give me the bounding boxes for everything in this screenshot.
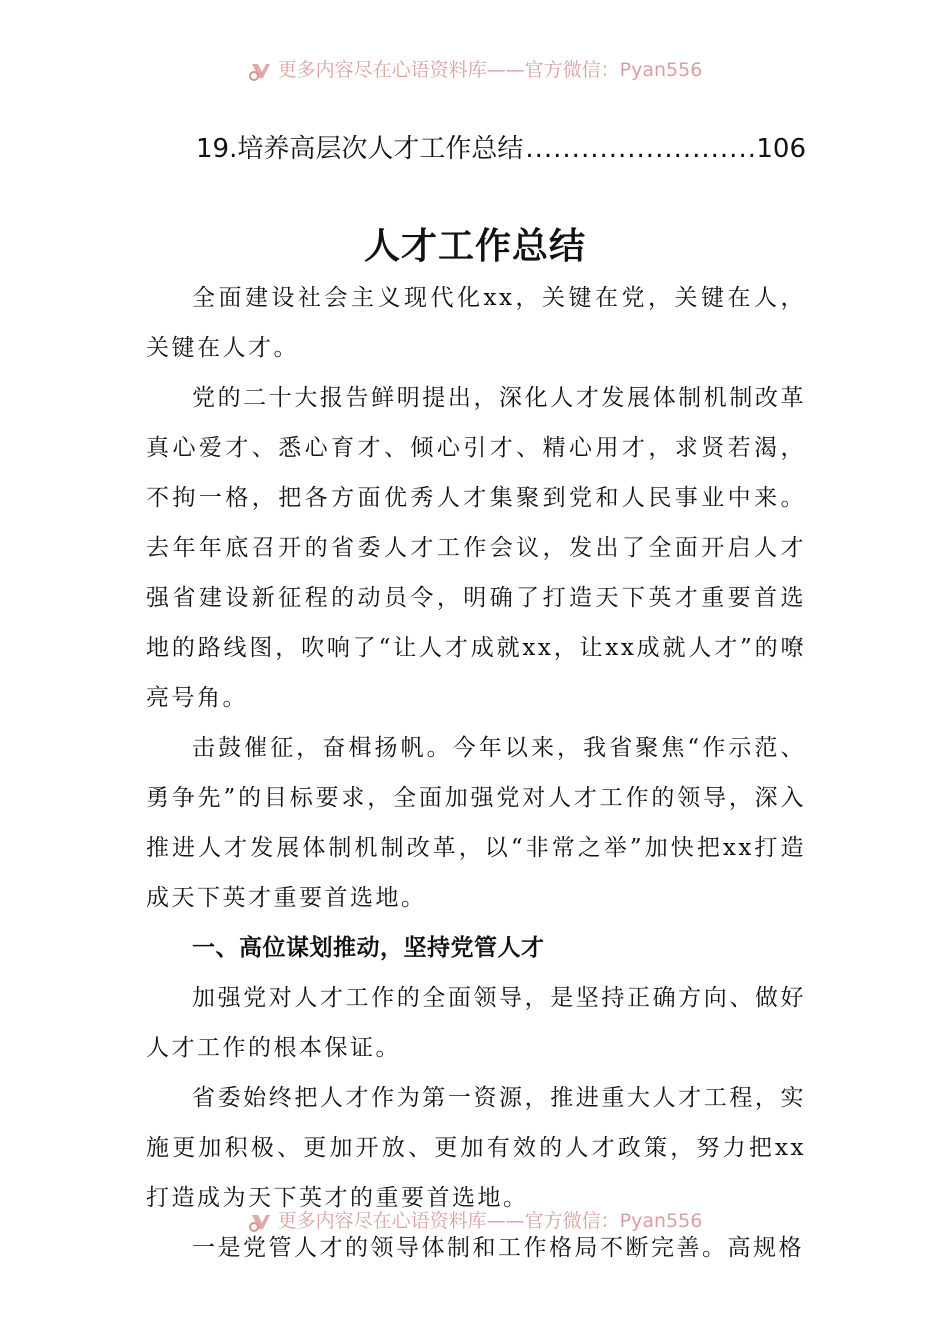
section-heading: 一、高位谋划推动，坚持党管人才 bbox=[192, 935, 545, 961]
paragraph: 全面建设社会主义现代化xx，关键在党，关键在人，关键在人才。 bbox=[146, 285, 806, 361]
watermark-footer bbox=[0, 1209, 950, 1233]
paragraph-continued: 一是党管人才的领导体制和工作格局不断完善。高规格 bbox=[192, 1235, 804, 1261]
watermark-text: 更多内容尽在心语资料库——官方微信：Pyan556 bbox=[277, 59, 703, 81]
toc-entry-page: 106 bbox=[756, 134, 806, 164]
paragraph: 省委始终把人才作为第一资源，推进重大人才工程，实施更加积极、更加开放、更加有效的人才政策，努力把xx打造成为天下英才的重要首选地。 bbox=[146, 1085, 806, 1211]
toc-leader-dots bbox=[525, 134, 754, 164]
watermark-text: 更多内容尽在心语资料库——官方微信：Pyan556 bbox=[277, 1210, 703, 1232]
toc-entry[interactable] bbox=[196, 128, 806, 165]
watermark-logo-icon bbox=[248, 1211, 272, 1233]
watermark-header bbox=[0, 58, 950, 82]
paragraph: 加强党对人才工作的全面领导，是坚持正确方向、做好人才工作的根本保证。 bbox=[146, 985, 806, 1061]
paragraph: 击鼓催征，奋楫扬帆。今年以来，我省聚焦“作示范、勇争先”的目标要求，全面加强党对人才工作的领导，深入推进人才发展体制机制改革，以“非常之举”加快把xx打造成天下英才重要首选地。 bbox=[146, 735, 806, 911]
watermark-logo-icon bbox=[248, 60, 272, 82]
document-title: 人才工作总结 bbox=[363, 225, 586, 267]
document-body bbox=[146, 273, 806, 1273]
toc-entry-title: 19.培养高层次人才工作总结 bbox=[196, 134, 524, 164]
paragraph: 党的二十大报告鲜明提出，深化人才发展体制机制改革真心爱才、悉心育才、倾心引才、精心用才，求贤若渴，不拘一格，把各方面优秀人才集聚到党和人民事业中来。去年年底召开的省委人才工作会议，发出了全面开启人才强省建设新征程的动员令，明确了打造天下英才重要首选地的路线图，吹响了“让人才成就xx，让xx成就人才”的嘹亮号角。 bbox=[146, 385, 806, 711]
